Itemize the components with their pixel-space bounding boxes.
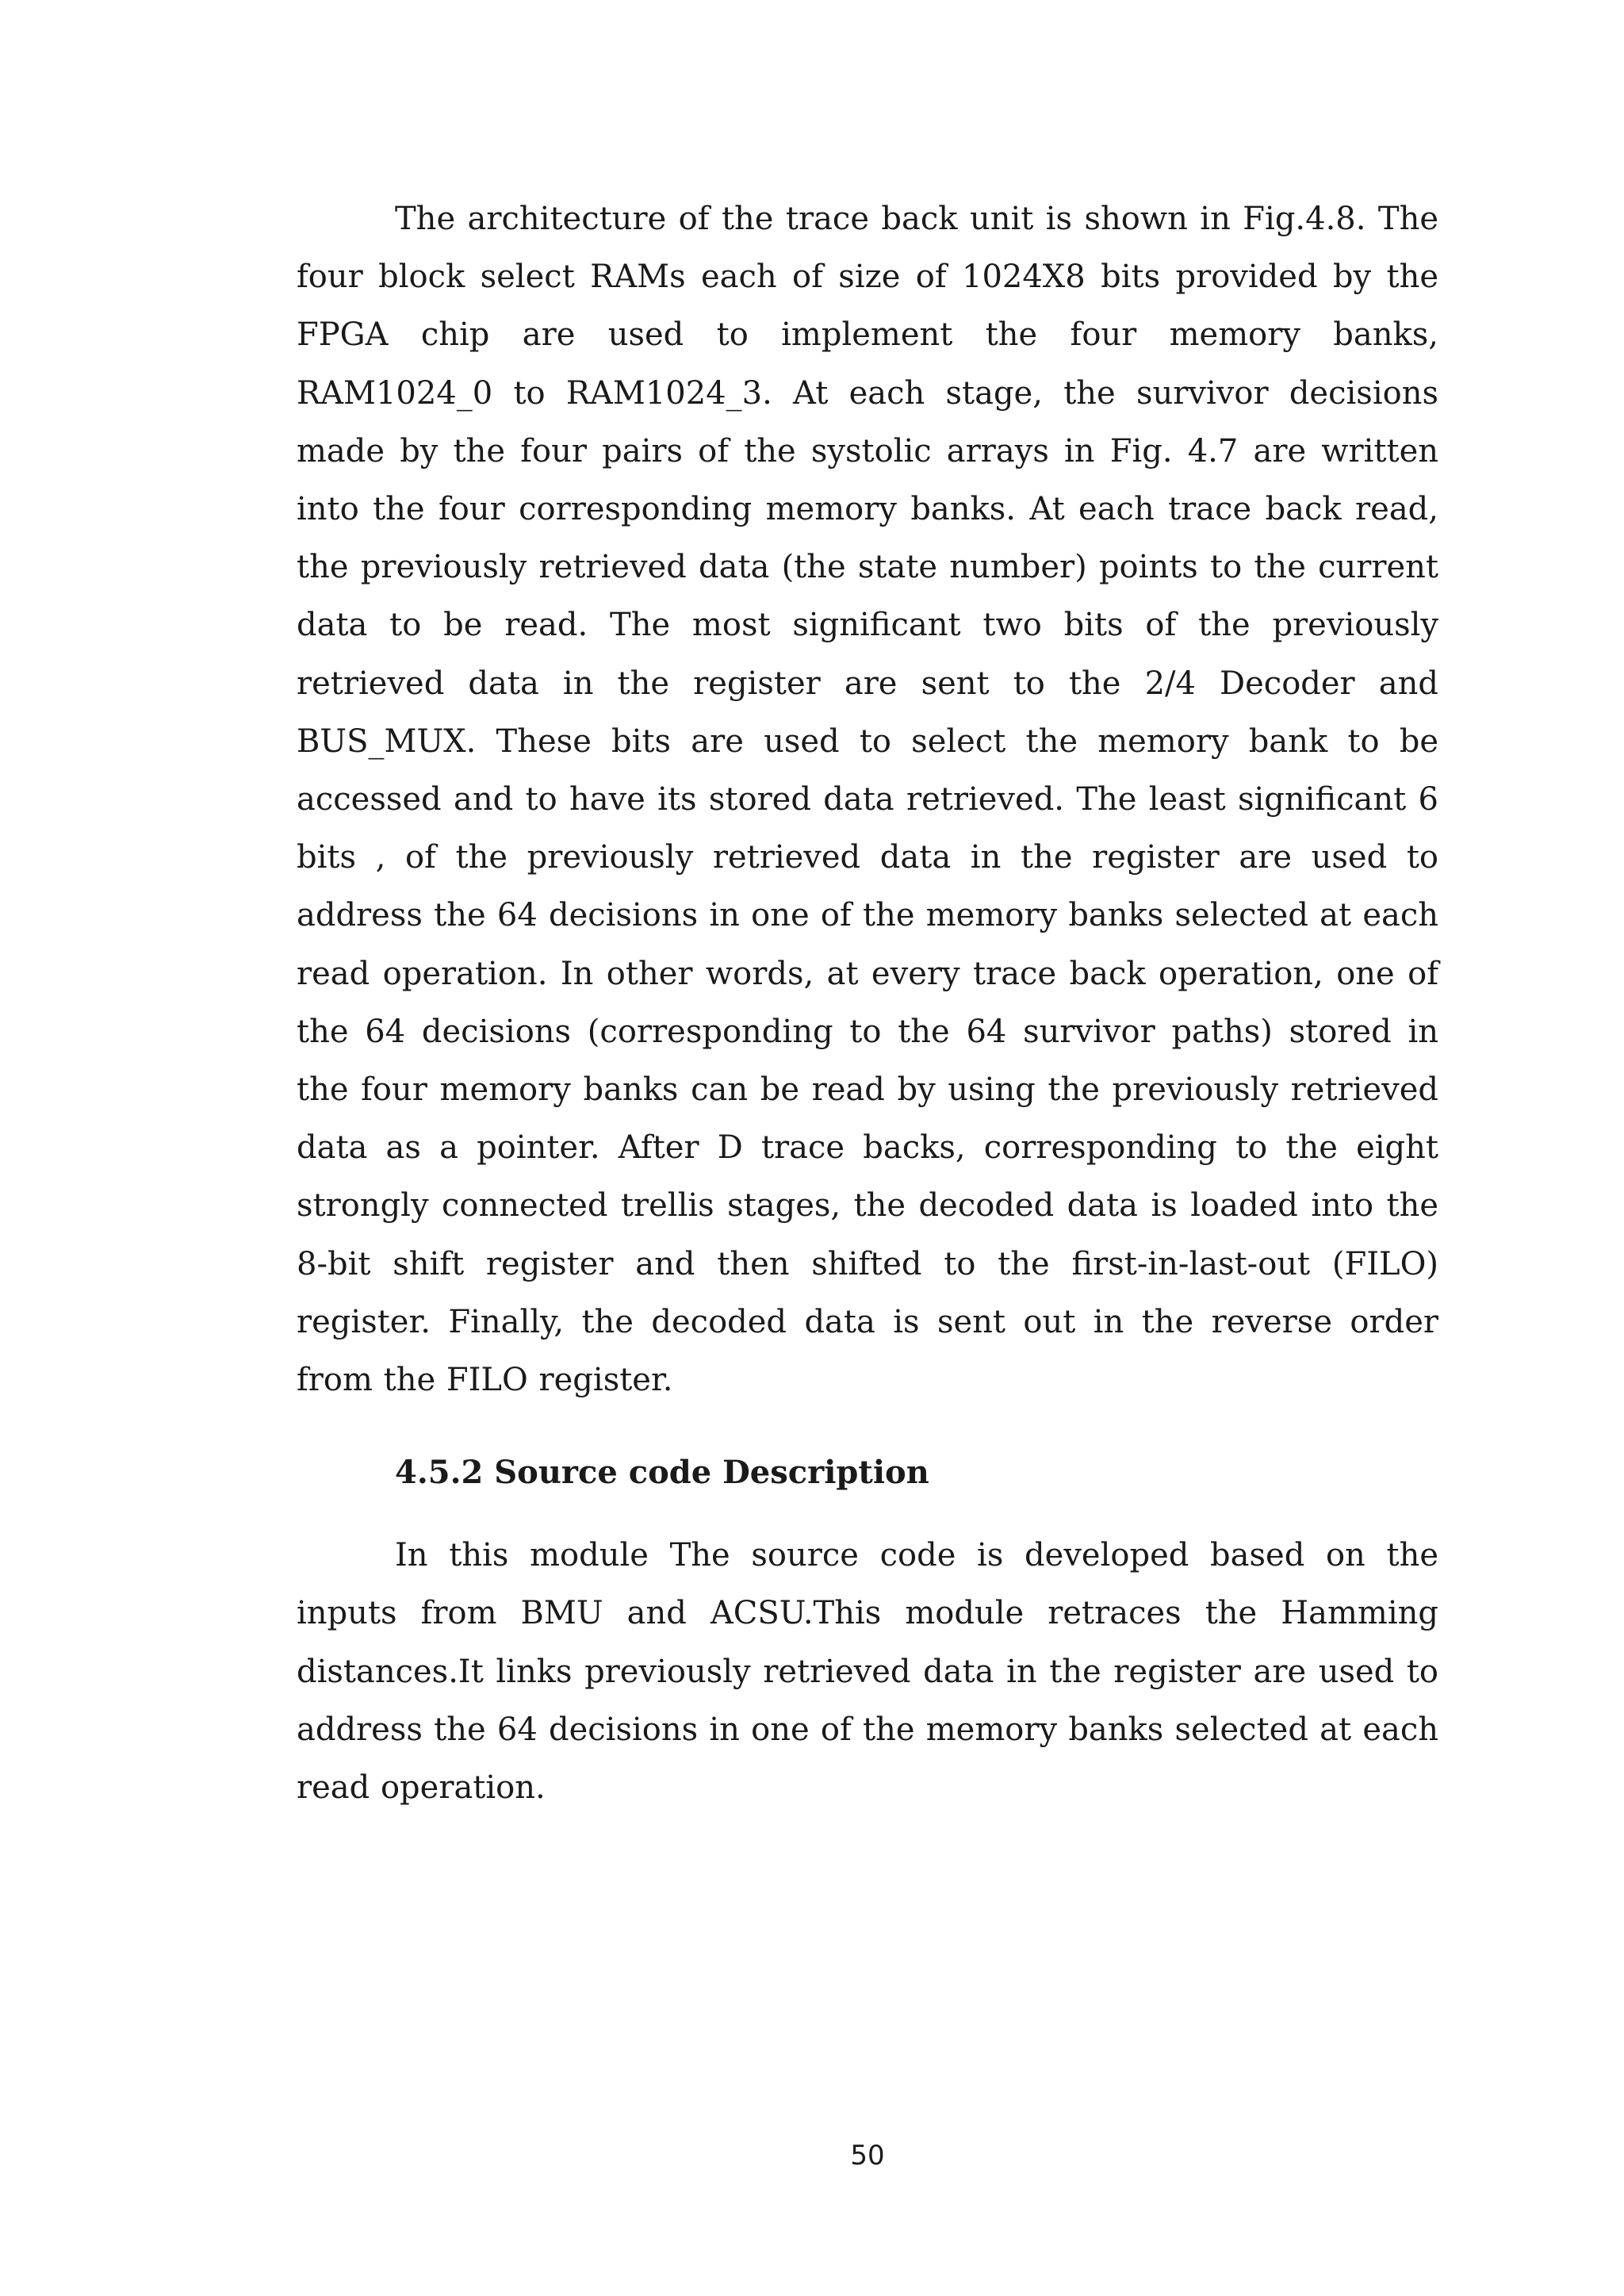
body-paragraph-source-code: In this module The source code is developed based on the inputs from BMU and ACSU.This module retraces the Hamming distances.It links previously retrieved data in the register are used to address the 64 decisions in one of the memory banks selected at each read operation. [297,1537,1438,1807]
page-body [297,190,1438,1817]
body-paragraph-trace-back-architecture: The architecture of the trace back unit is shown in Fig.4.8. The four block select RAMs each of size of 1024X8 bits provided by the FPGA chip are used to implement the four memory banks, RAM1024_0 to RAM1024_3. At each stage, the survivor decisions made by the four pairs of the systolic arrays in Fig. 4.7 are written into the four corresponding memory banks. At each trace back read, the previously retrieved data (the state number) points to the current data to be read. The most significant two bits of the previously retrieved data in the register are sent to the 2/4 Decoder and BUS_MUX. These bits are used to select the memory bank to be accessed and to have its stored data retrieved. The least significant 6 bits , of the previously retrieved data in the register are used to address the 64 decisions in one of the memory banks selected at each read operation. In other words, at every trace back operation, one of the 64 decisions (corresponding to the 64 survivor paths) stored in the four memory banks can be read by using the previously retrieved data as a pointer. After D trace backs, corresponding to the eight strongly connected trellis stages, the decoded data is loaded into the 8-bit shift register and then shifted to the first-in-last-out (FILO) register. Finally, the decoded data is sent out in the reverse order from the FILO register. [297,201,1438,1399]
page-number: 50 [850,2140,885,2171]
section-heading: 4.5.2 Source code Description [395,1454,929,1492]
